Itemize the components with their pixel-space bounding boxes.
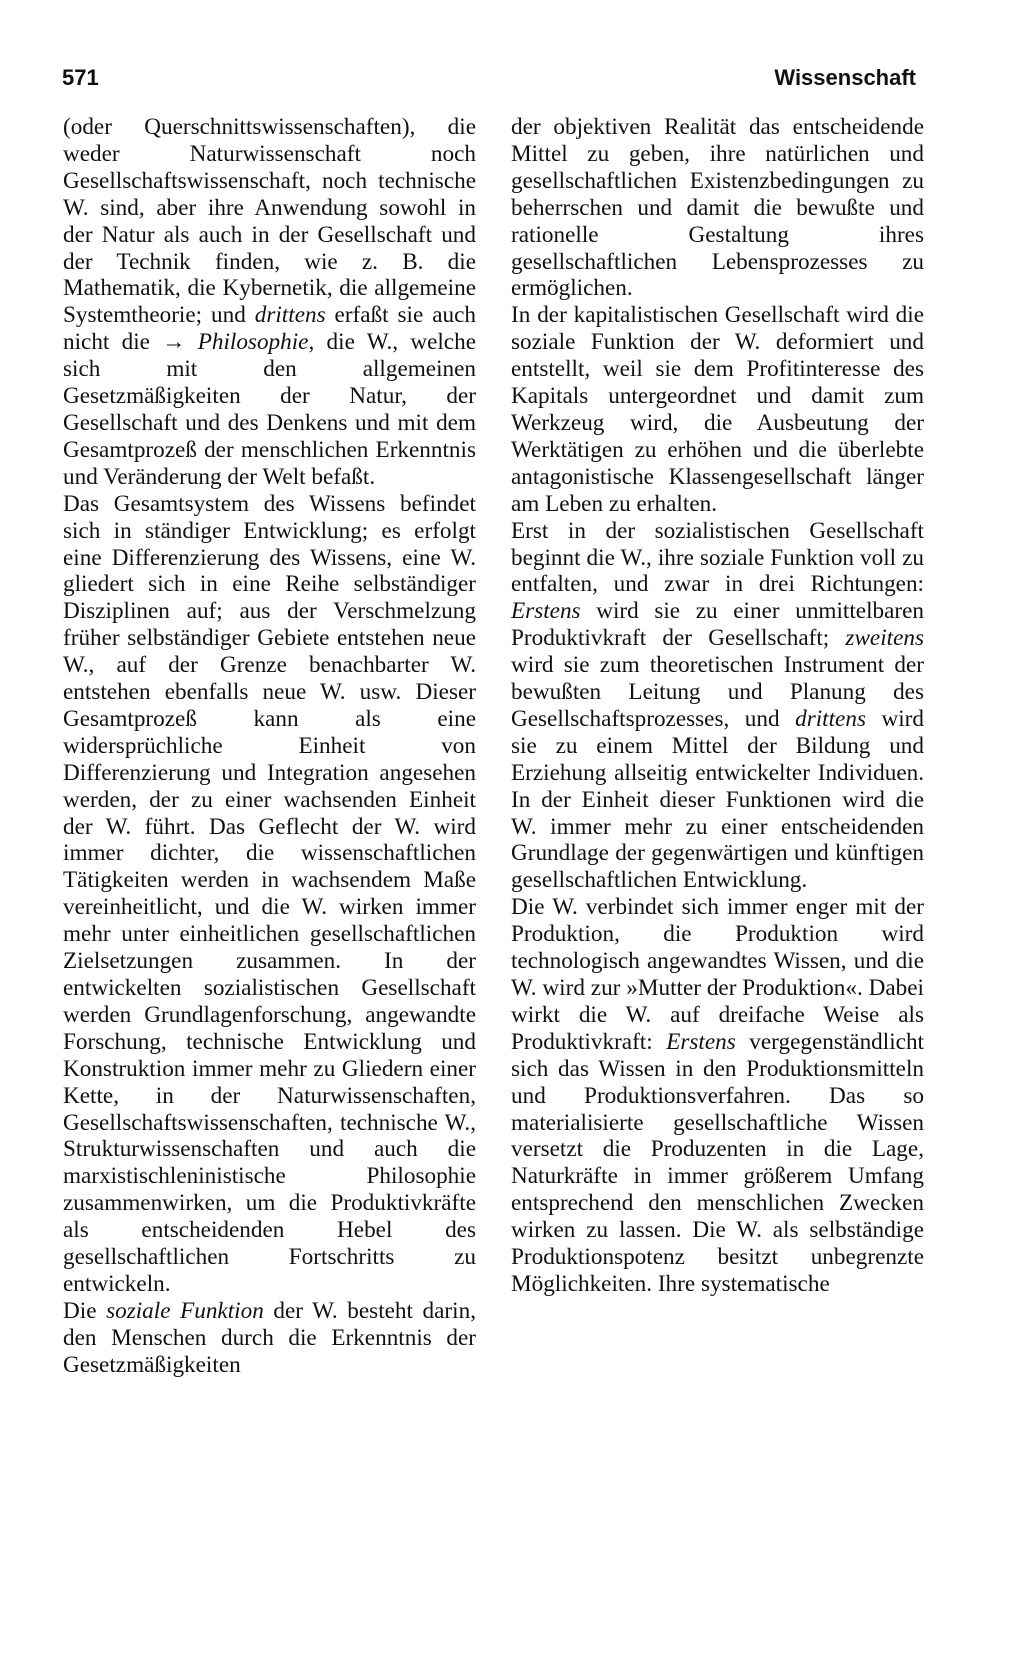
right-column (511, 114, 924, 1298)
italic-term: drittens (795, 705, 866, 732)
text-run: In der kapitalistischen Gesellschaft wird die soziale Funktion der W. deformiert und entstellt, weil sie dem Profitinteresse des Kapitals untergeordnet und damit zum Werkzeug wird, die Ausbeutung der Werktätigen zu erhöhen und die überlebte antagonistische Klassengesellschaft länger am Leben zu erhalten. (511, 302, 924, 517)
paragraph (511, 518, 924, 895)
italic-term: Erstens (511, 598, 581, 625)
text-run: Das Gesamtsystem des Wissens befindet sich in ständiger Entwicklung; es erfolgt eine Differenzierung des Wissens, eine W. gliedert sich in eine Reihe selbständiger Disziplinen auf; aus der Verschmelzung früher selbständiger Gebiete entstehen neue W., auf der Grenze benachbarter W. entstehen ebenfalls neue W. usw. Dieser Gesamtprozeß kann als eine widersprüchliche Einheit von Differenzierung und Integration angesehen werden, der zu einer wachsenden Einheit der W. führt. Das Geflecht der W. wird immer dichter, die wissenschaftlichen Tätigkeiten werden in wachsendem Maße vereinheitlicht, und die W. wirken immer mehr unter einheitlichen gesellschaftlichen Zielsetzungen zusammen. In der entwickelten sozialistischen Gesellschaft werden Grundlagenforschung, angewandte Forschung, technische Entwicklung und Konstruktion immer mehr zu Gliedern einer Kette, in der Naturwissenschaften, Gesellschaftswissenschaften, technische W., Strukturwissenschaften und auch die marxistischleninistische Philosophie zusammenwirken, um die Produktivkräfte als entscheidenden Hebel des gesellschaftlichen Fortschritts zu entwickeln. (63, 490, 476, 1297)
text-run: wird sie zum theoretischen Instrument der bewußten Leitung und Planung des Gesellschaftsprozesses, und (511, 652, 924, 732)
italic-term: Erstens (666, 1028, 736, 1055)
text-run: die W., welche sich mit den allgemeinen Gesetzmäßigkeiten der Natur, der Gesellschaft und des Denkens und mit dem Gesamtprozeß der menschlichen Erkenntnis und Veränderung der Welt befaßt. (63, 329, 476, 490)
italic-term: drittens (254, 302, 326, 329)
paragraph (63, 1298, 476, 1379)
paragraph (511, 894, 924, 1298)
text-run: vergegenständlicht sich das Wissen in den Produktionsmitteln und Produktionsverfahren. Das so materialisierte gesellschaftliche Wissen versetzt die Produzenten in die Lage, Naturkräfte in immer größerem Umfang entsprechend den menschlichen Zwecken wirken zu lassen. Die W. als selbständige Produktionspotenz besitzt unbegrenzte Möglichkeiten. Ihre systematische (511, 1028, 924, 1297)
text-run: wird sie zu einem Mittel der Bildung und Erziehung allseitig entwickelter Individuen. In der Einheit dieser Funktionen wird die W. immer mehr zu einer entscheidenden Grundlage der gegenwärtigen und künftigen gesellschaftlichen Entwicklung. (511, 705, 924, 894)
text-run: erfaßt sie auch nicht die → (63, 302, 476, 356)
text-run: der objektiven Realität das entscheidende Mittel zu geben, ihre natürlichen und gesellschaftlichen Existenzbedingungen zu beherrschen und damit die bewußte und rationelle Gestaltung ihres gesellschaftlichen Lebensprozesses zu ermöglichen. (511, 114, 924, 302)
text-run: Die W. verbindet sich immer enger mit der Produktion, die Produktion wird technologisch angewandtes Wissen, und die W. wird zur »Mutter der Produktion«. Dabei wirkt die W. auf dreifache Weise als Produktivkraft: (511, 894, 924, 1055)
page-header (62, 64, 916, 94)
paragraph (511, 302, 924, 517)
text-run: (oder Querschnittswissenschaften), die weder Naturwissenschaft noch Gesellschaftswissenschaft, noch technische W. sind, aber ihre Anwendung sowohl in der Natur als auch in der Gesellschaft und der Technik finden, wie z. B. die Mathematik, die Kybernetik, die allgemeine Systemtheorie; und (63, 114, 476, 329)
italic-term: zweitens (845, 625, 924, 652)
text-run: Die (63, 1297, 107, 1324)
italic-term: soziale Funktion (106, 1297, 264, 1324)
text-run: Erst in der sozialistischen Gesellschaft beginnt die W., ihre soziale Funktion voll zu entfalten, und zwar in drei Richtungen: (511, 517, 924, 598)
italic-term: Philosophie, (197, 329, 315, 356)
text-run: wird sie zu einer unmittelbaren Produktivkraft der Gesellschaft; (511, 598, 924, 652)
paragraph (511, 114, 924, 302)
page-number: 571 (62, 65, 99, 90)
text-run: der W. besteht darin, den Menschen durch die Erkenntnis der Gesetzmäßigkeiten (63, 1297, 476, 1378)
paragraph (63, 491, 476, 1298)
section-title: Wissenschaft (774, 65, 916, 90)
paragraph (63, 114, 476, 491)
left-column (63, 114, 476, 1379)
